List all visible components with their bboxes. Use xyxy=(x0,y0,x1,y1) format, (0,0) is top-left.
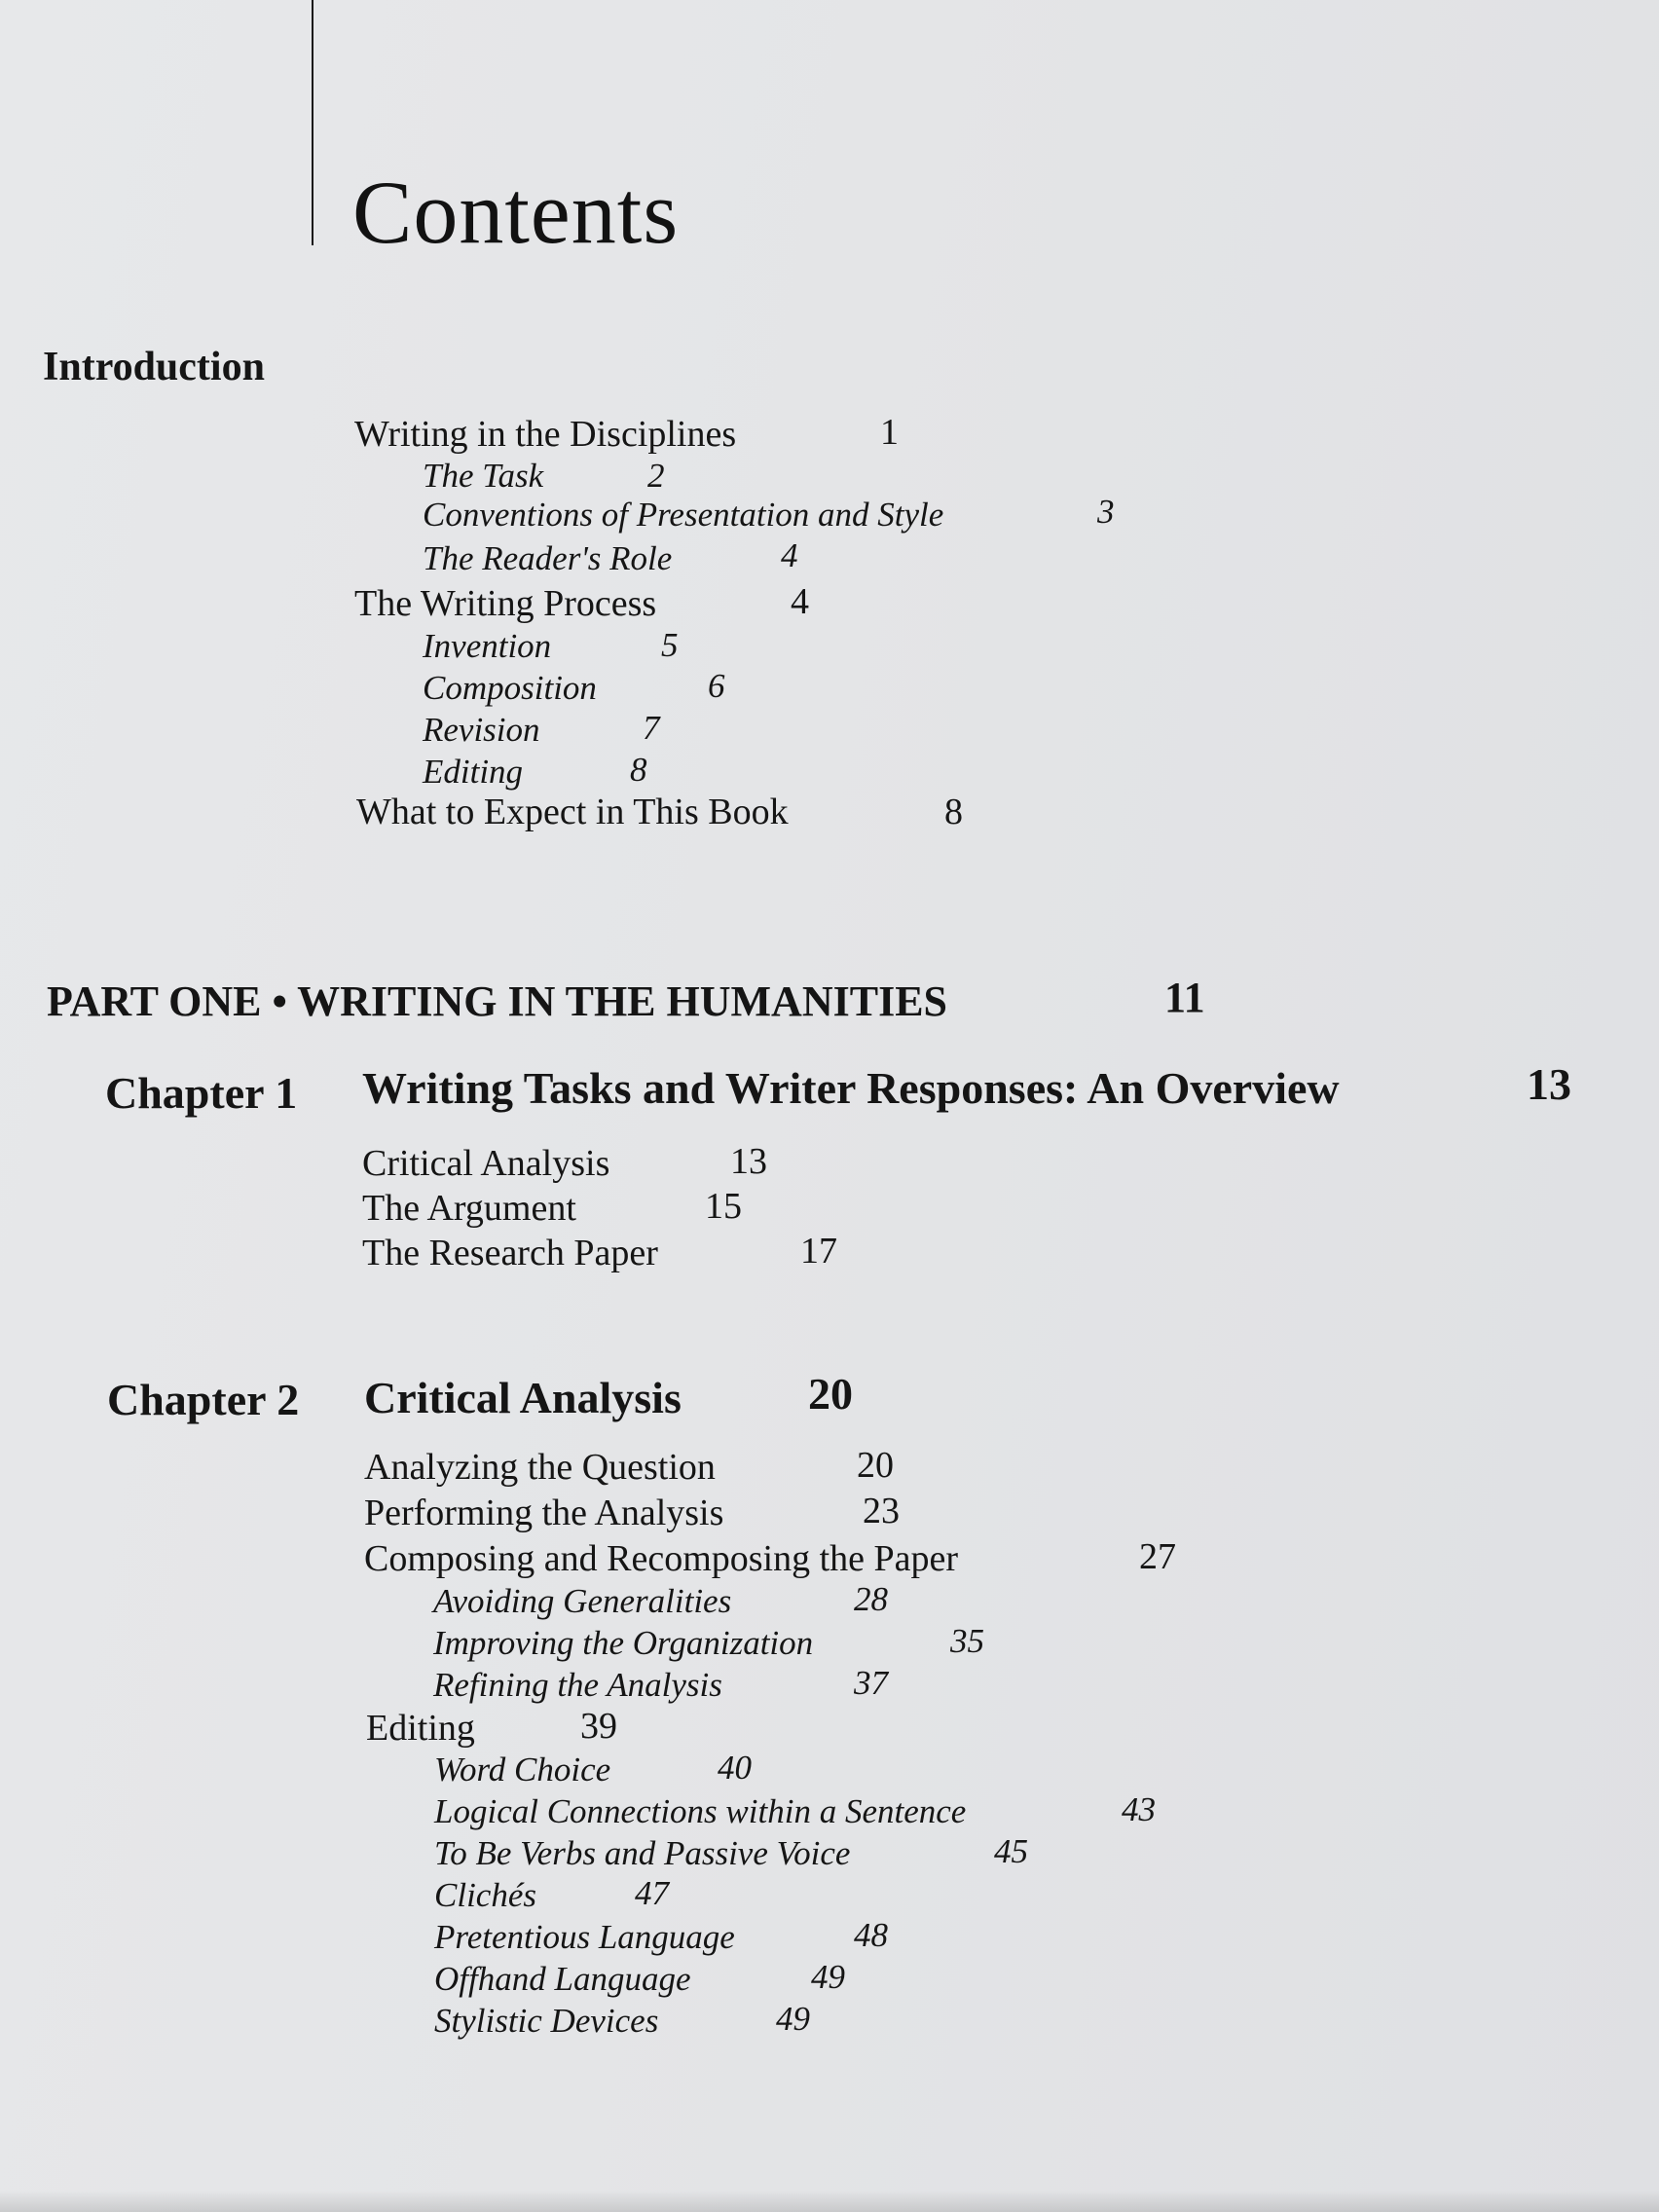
toc-entry: Analyzing the Question xyxy=(364,1447,716,1488)
toc-page-number: 49 xyxy=(811,1958,845,1996)
toc-page-number: 48 xyxy=(854,1916,888,1954)
toc-entry: The Argument xyxy=(362,1188,576,1229)
toc-entry: The Research Paper xyxy=(362,1233,658,1273)
toc-subentry: Improving the Organization xyxy=(433,1624,814,1662)
toc-entry: Writing in the Disciplines xyxy=(354,414,737,455)
toc-page-number: 8 xyxy=(630,751,647,789)
section-heading-introduction: Introduction xyxy=(43,345,265,389)
toc-page-number: 5 xyxy=(661,626,679,664)
toc-page-number: 23 xyxy=(863,1491,900,1531)
chapter-title: Critical Analysis xyxy=(364,1373,682,1422)
toc-subentry: Revision xyxy=(423,711,540,749)
page-title: Contents xyxy=(352,163,680,262)
toc-entry: Composing and Recomposing the Paper xyxy=(364,1538,959,1579)
toc-subentry: Pretentious Language xyxy=(434,1918,735,1956)
toc-page-number: 43 xyxy=(1122,1790,1156,1828)
toc-page-number: 27 xyxy=(1139,1536,1176,1577)
toc-subentry: Stylistic Devices xyxy=(434,2002,659,2040)
toc-page-number: 17 xyxy=(800,1231,837,1272)
toc-subentry: Editing xyxy=(423,753,524,791)
chapter-title: Writing Tasks and Writer Responses: An Overview xyxy=(362,1063,1340,1113)
toc-page-number: 4 xyxy=(791,581,809,622)
chapter-page-number: 13 xyxy=(1527,1059,1571,1109)
toc-subentry: Composition xyxy=(423,669,597,707)
toc-entry: Performing the Analysis xyxy=(364,1493,724,1533)
toc-page-number: 45 xyxy=(994,1832,1028,1870)
chapter-page-number: 20 xyxy=(808,1369,853,1419)
toc-page-number: 13 xyxy=(730,1141,767,1182)
toc-subentry: Clichés xyxy=(434,1876,536,1914)
toc-page-number: 35 xyxy=(950,1622,984,1660)
toc-page-number: 1 xyxy=(880,412,899,453)
toc-page-number: 28 xyxy=(854,1580,888,1618)
toc-page-number: 7 xyxy=(643,709,660,747)
toc-entry: The Writing Process xyxy=(354,583,657,624)
toc-subentry: Offhand Language xyxy=(434,1960,691,1998)
toc-page-number: 2 xyxy=(647,457,665,495)
toc-page-number: 3 xyxy=(1097,493,1115,531)
toc-subentry: Avoiding Generalities xyxy=(433,1582,732,1620)
toc-page-number: 47 xyxy=(635,1874,669,1912)
vertical-rule xyxy=(312,0,313,245)
toc-subentry: Refining the Analysis xyxy=(433,1666,722,1704)
toc-subentry: Invention xyxy=(423,627,552,665)
toc-page-number: 8 xyxy=(944,792,963,832)
toc-page-number: 49 xyxy=(776,2000,810,2038)
toc-subentry: To Be Verbs and Passive Voice xyxy=(434,1834,851,1872)
toc-subentry: The Task xyxy=(423,457,544,495)
toc-page-number: 37 xyxy=(854,1664,888,1702)
toc-subentry: The Reader's Role xyxy=(423,539,673,577)
toc-page-number: 40 xyxy=(718,1749,752,1787)
toc-page-number: 20 xyxy=(857,1445,894,1486)
toc-page-number: 39 xyxy=(580,1706,617,1747)
toc-entry: What to Expect in This Book xyxy=(356,792,789,832)
toc-page-number: 6 xyxy=(708,667,725,705)
chapter-label: Chapter 2 xyxy=(107,1375,300,1424)
page-bottom-edge xyxy=(0,2191,1659,2212)
toc-subentry: Logical Connections within a Sentence xyxy=(434,1792,967,1830)
toc-page-number: 4 xyxy=(781,536,798,574)
toc-page-number: 15 xyxy=(705,1186,742,1227)
part-page-number: 11 xyxy=(1164,974,1205,1021)
toc-subentry: Conventions of Presentation and Style xyxy=(423,496,944,534)
toc-entry: Editing xyxy=(366,1708,475,1749)
part-heading: PART ONE • WRITING IN THE HUMANITIES xyxy=(47,977,948,1025)
chapter-label: Chapter 1 xyxy=(105,1068,298,1118)
toc-subentry: Word Choice xyxy=(434,1751,611,1788)
toc-entry: Critical Analysis xyxy=(362,1143,610,1184)
